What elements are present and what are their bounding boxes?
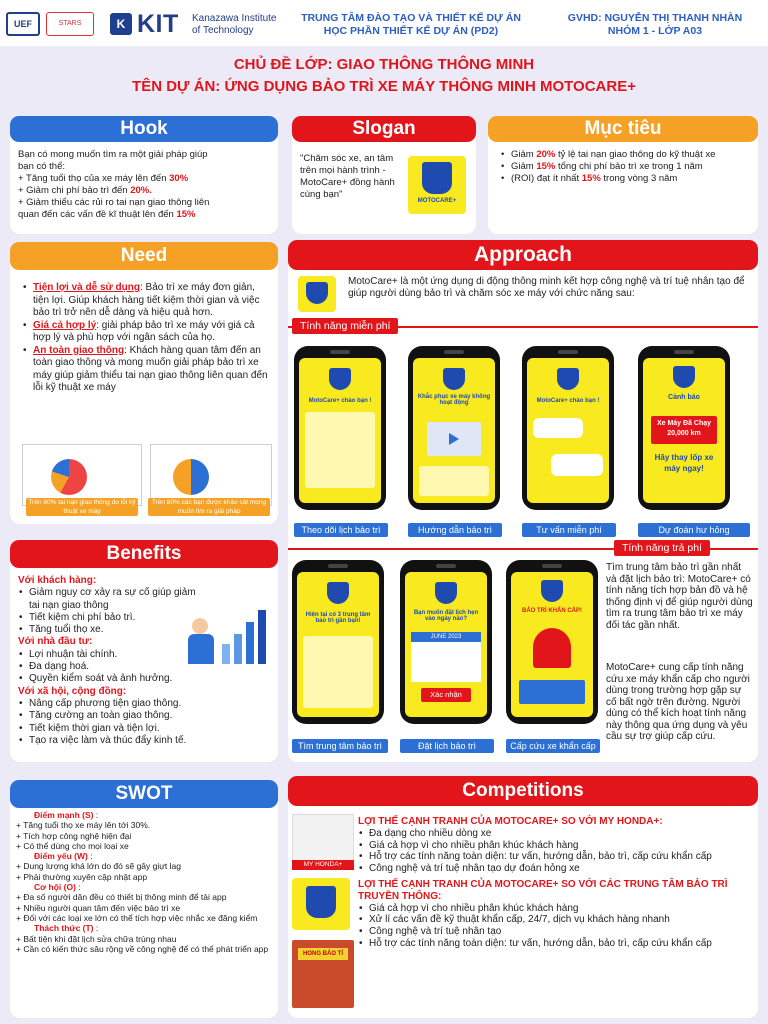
swot-t-label: Thách thức (T) bbox=[34, 923, 94, 934]
stars-logo: STARS bbox=[46, 12, 94, 36]
competition-item: • Đa dạng cho nhiều dòng xe bbox=[358, 828, 754, 840]
phone-screen bbox=[299, 358, 381, 503]
swot-o-label: Cơ hội (O) bbox=[34, 882, 76, 893]
competition-item: • Công nghệ và trí tuệ nhân tạo dự đoán hỏng xe bbox=[358, 863, 754, 875]
hook-line-3a: + Giảm thiểu các rủi ro tai nạn giao thông liên bbox=[18, 197, 210, 208]
caption-free-consulting: Tư vấn miễn phí bbox=[522, 523, 616, 537]
competition-traditional-items bbox=[358, 903, 754, 950]
person-icon bbox=[192, 618, 208, 634]
hook-line-2-text: + Giảm chi phí bảo trì đến bbox=[18, 185, 131, 196]
kit-sub-line-1: Kanazawa Institute bbox=[192, 13, 277, 24]
swot-item: + Đối với các loại xe lớn có thể tích hợp việc nhắc xe đăng kiểm bbox=[16, 912, 258, 923]
caption-find-center: Tìm trung tâm bảo trì bbox=[292, 739, 388, 753]
swot-opportunities-head: Cơ hội (O) : bbox=[34, 882, 81, 893]
swot-w-label: Điểm yếu (W) bbox=[34, 851, 88, 862]
benefit-item: • Lợi nhuận tài chính. bbox=[18, 649, 274, 661]
motocare-logo-label: MOTOCARE+ bbox=[417, 198, 457, 204]
phone-screen bbox=[643, 358, 725, 503]
hook-intro-1: Bạn có mong muốn tìm ra một giải pháp giúp bbox=[18, 149, 208, 160]
shield-icon bbox=[306, 282, 328, 304]
approach-intro: MotoCare+ là một ứng dụng di động thông minh kết hợp công nghệ và trí tuệ nhân tạo để giúp người dùng bảo trì và chăm sóc xe máy với chức năng sau: bbox=[348, 276, 745, 299]
emergency-call-button[interactable] bbox=[519, 680, 585, 704]
goal-3 bbox=[500, 173, 750, 185]
goals-list bbox=[500, 149, 750, 185]
benefit-group-society: Với xã hội, cộng đồng: bbox=[18, 685, 127, 697]
competition-item: • Công nghệ và trí tuệ nhân tạo bbox=[358, 926, 754, 938]
hook-line-3b bbox=[18, 209, 274, 221]
benefit-item: • Nâng cấp phương tiện giao thông. bbox=[18, 698, 274, 710]
confirm-button[interactable]: Xác nhận bbox=[421, 688, 471, 702]
competition-myhonda-items bbox=[358, 828, 754, 875]
slogan-heading: Slogan bbox=[292, 116, 476, 142]
hook-line-1 bbox=[18, 173, 274, 185]
chat-bubble-bot bbox=[551, 454, 603, 476]
shop-sign: HONG BẢO TÍ bbox=[298, 948, 348, 960]
hook-line-2-value: 20%. bbox=[130, 185, 152, 196]
kit-subtitle bbox=[192, 13, 277, 37]
benefit-item: • Tăng tuổi thọ xe. bbox=[18, 624, 274, 636]
header-bar bbox=[0, 0, 768, 46]
phone-emergency bbox=[506, 560, 598, 724]
survey-chart-1 bbox=[22, 444, 142, 506]
benefit-society-items bbox=[18, 698, 274, 747]
competition-item: • Giá cả hợp vì cho nhiều phân khúc khách hàng bbox=[358, 840, 754, 852]
need-1-body: : Bảo trì xe máy đơn giản, tiện lợi. Giúp khách hàng tiết kiệm thời gian và việc bảo trì trở nên dễ dàng và hiệu quả hơn. bbox=[33, 282, 260, 318]
competitions-heading: Competitions bbox=[288, 776, 758, 806]
bar-icon bbox=[222, 644, 230, 664]
shield-icon bbox=[541, 580, 563, 602]
paid-desc-1: Tìm trung tâm bảo trì gần nhất và đặt lịch bảo trì: MotoCare+ có tính năng tích hợp bản đồ và hệ thống định vị để giúp người dùng tìm ra trung tâm bảo trì xe máy đối tác gần nhất. bbox=[606, 562, 753, 631]
need-3-head: An toàn giao thông bbox=[33, 344, 125, 356]
need-2 bbox=[22, 320, 272, 345]
phone-screen bbox=[527, 358, 609, 503]
need-heading: Need bbox=[10, 242, 278, 270]
benefit-item: • Đa dạng hoá. bbox=[18, 661, 274, 673]
swot-s-label: Điểm mạnh (S) bbox=[34, 810, 94, 820]
play-icon bbox=[449, 433, 459, 445]
shield-icon bbox=[443, 368, 465, 390]
competitions-text bbox=[358, 816, 754, 950]
phone-screen bbox=[511, 572, 593, 717]
competition-item: • Hỗ trợ các tính năng toàn diện: tư vấn, hướng dẫn, bảo trì, cấp cứu khẩn cấp bbox=[358, 851, 754, 863]
benefit-item: • Giảm nguy cơ xảy ra sự cố giúp giảm tai nạn giao thông bbox=[18, 587, 208, 612]
goal-1-post: tỷ lệ tai nạn giao thông do kỹ thuật xe bbox=[555, 149, 716, 160]
tire-change-cta: Hãy thay lốp xe máy ngay! bbox=[654, 453, 714, 473]
screen-text-block bbox=[305, 412, 375, 488]
need-list bbox=[22, 282, 272, 395]
swot-weaknesses-head: Điểm yếu (W) : bbox=[34, 851, 93, 862]
phone-screen bbox=[405, 572, 487, 717]
swot-item: + Có thể dùng cho mọi loại xe bbox=[16, 840, 129, 851]
phone-maintenance-schedule bbox=[294, 346, 386, 510]
project-title: TÊN DỰ ÁN: ỨNG DỤNG BẢO TRÌ XE MÁY THÔNG MINH MOTOCARE+ bbox=[132, 78, 636, 95]
competition-item: • Xử lí các vấn đề kỹ thuật khẩn cấp, 24/7, dịch vụ khách hàng nhanh bbox=[358, 914, 754, 926]
benefit-item: • Tăng cường an toàn giao thông. bbox=[18, 710, 274, 722]
siren-icon bbox=[533, 628, 571, 668]
phone-notch bbox=[436, 564, 456, 568]
center-line-2: HỌC PHẦN THIẾT KẾ DỰ ÁN (PD2) bbox=[323, 25, 499, 37]
survey-caption-2: Trên 80% các bạn được khảo sát mong muốn tìm ra giải pháp bbox=[148, 498, 270, 516]
goal-1-value: 20% bbox=[536, 149, 556, 160]
screen-title: MotoCare+ chào bạn ! bbox=[308, 398, 372, 404]
calendar-grid[interactable] bbox=[411, 642, 481, 682]
screen-text-block bbox=[419, 466, 489, 496]
caption-book-appointment: Đặt lịch bảo trì bbox=[400, 739, 494, 753]
swot-item: + Nhiều người quan tâm đến việc bảo trì xe bbox=[16, 902, 181, 913]
swot-item: + Dung lượng khá lớn do đó sẽ gây giựt lag bbox=[16, 861, 182, 872]
hook-intro-2: bạn có thể: bbox=[18, 161, 66, 172]
caption-maintenance-schedule: Theo dõi lịch bảo trì bbox=[294, 523, 388, 537]
center-list bbox=[303, 636, 373, 708]
benefit-item: • Quyền kiểm soát và ảnh hưởng. bbox=[18, 673, 274, 685]
hook-line-1-text: + Tăng tuổi thọ của xe máy lên đến bbox=[18, 173, 170, 184]
free-features-tag: Tính năng miễn phí bbox=[292, 318, 398, 334]
goal-2-pre: Giảm bbox=[511, 161, 537, 172]
approach-logo bbox=[298, 276, 336, 312]
competition-head-traditional: LỢI THẾ CẠNH TRANH CỦA MOTOCARE+ SO VỚI CÁC TRUNG TÂM BẢO TRÌ TRUYỀN THỐNG: bbox=[358, 878, 728, 902]
hook-heading: Hook bbox=[10, 116, 278, 142]
survey-pie-2 bbox=[173, 459, 209, 495]
swot-item: + Cần có kiến thức sâu rộng về công nghệ để có thể phát triển app bbox=[16, 943, 269, 954]
benefit-item: • Tiết kiệm thời gian và tiện lợi. bbox=[18, 723, 274, 735]
goal-3-value: 15% bbox=[581, 173, 601, 184]
caption-emergency: Cấp cứu xe khẩn cấp bbox=[506, 739, 600, 753]
paid-features-tag: Tính năng trả phí bbox=[614, 540, 710, 556]
kit-logo-mark: K bbox=[110, 13, 132, 35]
survey-chart-2 bbox=[150, 444, 272, 506]
shield-icon bbox=[306, 886, 336, 918]
phone-screen bbox=[413, 358, 495, 503]
phone-notch bbox=[558, 350, 578, 354]
caption-damage-prediction: Dự đoán hư hỏng bbox=[638, 523, 750, 537]
goal-2 bbox=[500, 161, 750, 173]
competition-item: • Hỗ trợ các tính năng toàn diện: tư vấn, hướng dẫn, bảo trì, cấp cứu khẩn cấp bbox=[358, 938, 754, 950]
hook-line-3b-value: 15% bbox=[176, 209, 196, 220]
goals-heading: Mục tiêu bbox=[488, 116, 758, 142]
swot-heading: SWOT bbox=[10, 780, 278, 808]
caption-maintenance-guide: Hướng dẫn bảo trì bbox=[408, 523, 502, 537]
survey-caption-1: Trên 80% tai nạn giao thông do lỗi kỹ thuật xe máy bbox=[26, 498, 138, 516]
goal-2-value: 15% bbox=[536, 161, 556, 172]
survey-pie-1 bbox=[51, 459, 87, 495]
need-3 bbox=[22, 345, 272, 395]
approach-heading: Approach bbox=[288, 240, 758, 270]
slogan-text: "Chăm sóc xe, an tâm trên mọi hành trình - MotoCare+ đồng hành cùng bạn" bbox=[300, 153, 395, 200]
swot-item: + Đa số người dân đều có thiết bị thông minh để tải app bbox=[16, 892, 227, 903]
paid-desc-2: MotoCare+ cung cấp tính năng cứu xe máy khẩn cấp cho người dùng trong trường hợp gặp sự cố bất ngờ trên đường. Người dùng có thể kích hoạt tính năng này thông qua ứng dụng và yêu cầu sự trợ giúp cấp cứu. bbox=[606, 662, 750, 742]
myhonda-label: MY HONDA+ bbox=[292, 860, 354, 870]
screen-title: Khắc phục xe máy không hoạt động bbox=[417, 394, 491, 406]
calendar-month[interactable]: JUNE 2023 bbox=[411, 632, 481, 642]
screen-title: Bạn muốn đặt lịch hẹn vào ngày nào? bbox=[413, 610, 479, 622]
hook-line-2 bbox=[18, 185, 274, 197]
goal-3-pre: (ROI) đạt ít nhất bbox=[511, 173, 582, 184]
screen-title: BẢO TRÌ KHẨN CẤP! bbox=[522, 608, 582, 614]
swot-item: + Tích hợp công nghệ hiện đại bbox=[16, 830, 132, 841]
phone-screen bbox=[297, 572, 379, 717]
kit-sub-line-2: of Technology bbox=[192, 25, 254, 36]
hook-text bbox=[18, 149, 274, 221]
group-name: NHÓM 1 - LỚP A03 bbox=[607, 25, 703, 37]
motocare-logo bbox=[408, 156, 466, 214]
shield-icon bbox=[557, 368, 579, 390]
phone-damage-prediction bbox=[638, 346, 730, 510]
hook-line-1-value: 30% bbox=[169, 173, 189, 184]
need-3-body: : Khách hàng quan tâm đến an toàn giao thông và mong muốn giải pháp bảo trì xe máy giúp giảm thiểu tai nạn giao thông liên quan đến lỗi kỹ thuật xe máy bbox=[33, 344, 268, 393]
growth-illustration bbox=[184, 600, 272, 670]
phone-notch bbox=[444, 350, 464, 354]
hook-line-3b-text: quan đến các vấn đề kĩ thuật lên đến bbox=[18, 209, 177, 220]
goal-1-pre: Giảm bbox=[511, 149, 537, 160]
phone-find-center bbox=[292, 560, 384, 724]
competition-item: • Giá cả hợp vì cho nhiều phân khúc khách hàng bbox=[358, 903, 754, 915]
swot-threats-head: Thách thức (T) : bbox=[34, 923, 99, 934]
phone-maintenance-guide bbox=[408, 346, 500, 510]
swot-item: + Tăng tuổi thọ xe máy lên tới 30%. bbox=[16, 820, 151, 831]
video-player bbox=[427, 422, 481, 456]
swot-item: + Bất tiện khi đặt lịch sửa chữa trùng nhau bbox=[16, 933, 177, 944]
phone-notch bbox=[674, 350, 694, 354]
kit-logo-text: KIT bbox=[137, 10, 179, 38]
repair-shop-photo bbox=[292, 940, 354, 1008]
phone-book-appointment bbox=[400, 560, 492, 724]
screen-title: MotoCare+ chào bạn ! bbox=[536, 398, 600, 404]
bar-icon bbox=[246, 622, 254, 664]
benefit-item: • Tiết kiệm chi phí bảo trì. bbox=[18, 612, 274, 624]
mileage-alert: Xe Máy Đã Chạy 20,000 km bbox=[651, 416, 717, 444]
benefit-item: • Tạo ra việc làm và thúc đẩy kinh tế. bbox=[18, 735, 274, 747]
need-2-head: Giá cả hợp lý bbox=[33, 319, 97, 331]
person-body bbox=[188, 634, 214, 664]
phone-notch bbox=[328, 564, 348, 568]
chat-bubble-user bbox=[533, 418, 583, 438]
topic-title: CHỦ ĐỀ LỚP: GIAO THÔNG THÔNG MINH bbox=[233, 56, 535, 73]
goal-2-post: tổng chi phí bảo trì xe trong 1 năm bbox=[555, 161, 703, 172]
screen-title: Hiện tại có 3 trung tâm bảo trì gần bạn! bbox=[305, 612, 371, 624]
benefits-heading: Benefits bbox=[10, 540, 278, 568]
advisor-info bbox=[545, 12, 765, 38]
need-1 bbox=[22, 282, 272, 320]
center-info bbox=[286, 12, 536, 38]
swot-item: + Phải thường xuyên cập nhật app bbox=[16, 871, 148, 882]
screen-title: Cảnh báo bbox=[668, 394, 700, 401]
swot-list bbox=[16, 810, 274, 954]
goal-1 bbox=[500, 149, 750, 161]
competition-head-myhonda: LỢI THẾ CẠNH TRANH CỦA MOTOCARE+ SO VỚI MY HONDA+: bbox=[358, 816, 663, 827]
center-line-1: TRUNG TÂM ĐÀO TẠO VÀ THIẾT KẾ DỰ ÁN bbox=[301, 12, 521, 24]
need-1-head: Tiện lợi và dễ sử dụng bbox=[33, 282, 140, 293]
shield-icon bbox=[422, 162, 452, 194]
shield-icon bbox=[327, 582, 349, 604]
benefit-group-customers: Với khách hàng: bbox=[18, 575, 97, 586]
bar-icon bbox=[258, 610, 266, 664]
phone-notch bbox=[330, 350, 350, 354]
phone-free-consulting bbox=[522, 346, 614, 510]
shield-icon bbox=[435, 582, 457, 604]
shield-icon bbox=[329, 368, 351, 390]
benefit-group-investors: Với nhà đầu tư: bbox=[18, 636, 93, 648]
need-2-body: : giải pháp bảo trì xe máy với giá cả hợp lý và phù hợp với ngân sách của họ. bbox=[33, 319, 255, 343]
motocare-logo-small bbox=[292, 878, 350, 930]
phone-notch bbox=[542, 564, 562, 568]
advisor-name: GVHD: NGUYỄN THỊ THANH NHÀN bbox=[567, 12, 743, 24]
bar-icon bbox=[234, 634, 242, 664]
uef-logo: UEF bbox=[6, 12, 40, 36]
goal-3-post: trong vòng 3 năm bbox=[600, 173, 678, 184]
shield-icon bbox=[673, 366, 695, 388]
swot-strengths-head: Điểm mạnh (S) : bbox=[34, 810, 99, 820]
